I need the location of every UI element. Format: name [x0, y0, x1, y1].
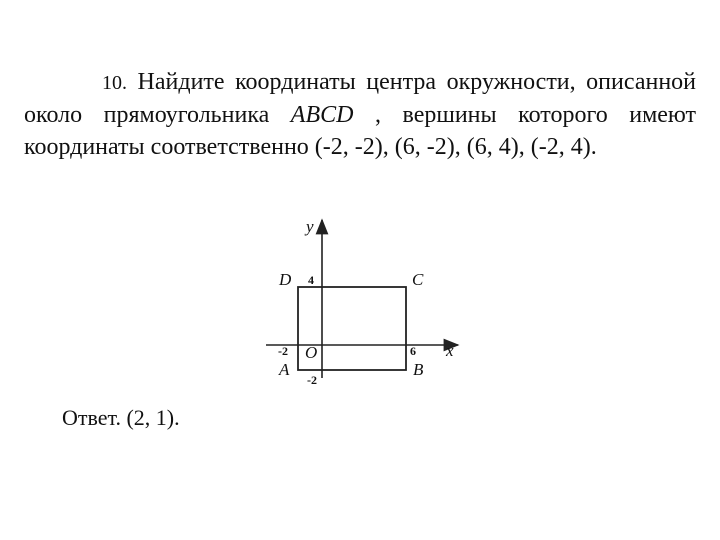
tick-x-6: 6	[410, 344, 416, 358]
tick-x-neg-2: -2	[278, 344, 288, 358]
coordinate-plane	[262, 208, 472, 388]
problem-statement	[24, 66, 696, 163]
tick-y-neg-2: -2	[307, 373, 317, 387]
vertex-d-label: D	[279, 270, 292, 289]
vertex-c-label: C	[412, 270, 424, 289]
problem-number: 10.	[102, 72, 127, 94]
coordinate-figure	[262, 208, 472, 388]
tick-y-4: 4	[308, 273, 314, 287]
vertex-b-label: B	[413, 360, 424, 379]
answer: Ответ. (2, 1).	[62, 405, 180, 430]
y-axis-label: y	[306, 217, 314, 236]
x-axis-label: x	[446, 341, 454, 360]
origin-label: O	[305, 343, 318, 362]
vertex-a-label: A	[279, 360, 290, 379]
problem-text-before: Найдите координаты центра окружности, описанной около прямоугольника	[24, 69, 697, 128]
rectangle-name: ABCD	[290, 102, 354, 128]
problem-text-after: , вершины которого имеют координаты соответственно (-2, -2), (6, -2), (6, 4), (-2, 4).	[24, 102, 697, 160]
